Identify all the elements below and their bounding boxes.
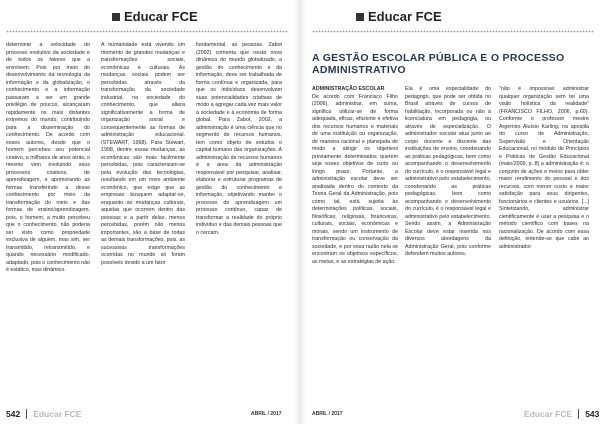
left-column-1 — [6, 42, 90, 275]
right-page — [306, 0, 600, 424]
body-text: De acordo com Francisco Filho (2006), administrar, em suma, significa utilizar-se de forma adequada, eficaz, eficiente e efetiva dos recursos humanos e materiais de uma instituição ou organização, de maneira racional e planejada de modo a atingir os objetivos previamente determinados querem seja esses objetivos de curto ou longo prazo. Portanto, a administração escolar deve ser analisada dentro do contexto da Teoria Geral da Administração, pois como tal, está sujeita às determinações políticas, sociais, filosóficas, religiosas, financeiras, culturais, sociais, econômicas e morais, sendo um instrumento de transformação ou conservação da sociedade, e por essa razão nela se encontram os objetivos específicos, as metas, e as estratégias de ação. — [312, 93, 398, 265]
masthead-title: Educar FCE — [368, 9, 442, 24]
left-column-2 — [101, 42, 185, 267]
masthead-left — [112, 9, 198, 24]
square-bullet-icon — [356, 13, 364, 21]
right-column-1 — [312, 86, 398, 266]
body-text: "não é impossível administrar qualquer organização sem ter uma visão holística da realidade" (FRANCISCO FILHO, 2006, p.60). Conforme o professor mestre Argemiro Aluísio Karling, na apostila do curso de Administração, Supervisão e Orientação Educacional, no módulo de Princípios e Práticas de Gestão Educacional (maio/2009, p. 8) a administração é: o conjunto de ações e meios para obter maior rendimento do pessoal e dos recursos, com menor custo e maior satisfação para seus dirigentes, funcionários e clientes e usuários. [...] Sintetizando, administrar cientificamente é usar a pesquisa e o método científico com bases na racionalização. De acordo com essa definição, entende-se que cabe ao administrador — [499, 86, 589, 250]
page-number: 543 — [585, 409, 600, 419]
left-page — [0, 0, 294, 424]
footer-right — [524, 407, 599, 421]
spread-gutter — [294, 0, 306, 424]
square-bullet-icon — [112, 13, 120, 21]
footer-magazine: Educar FCE — [524, 409, 573, 419]
issue-date: ABRIL / 2017 — [251, 411, 282, 417]
left-column-3 — [196, 42, 282, 237]
body-text: determinar a velocidade do processo evolutivo da sociedade e de todos os fatores que a envolvem. Pois por meio do desenvolvimento da tecnologia da informação e da globalização, o conhecimento e a informação passaram a ser um grande privilégio de poucos, alcançaram rapidamente os mais distantes extremos do mundo, contribuindo para a disseminação do conhecimento. De acordo com esses autores, desde que o homem percebeu seu potencial criativo, a milhares de anos atrás, o mesmo vem evoluindo seus processos criativos, de aprendizagem, e aprimorando as formas transferindo a desse conhecimento por meio da transformação do meio e das formas de ensino/aprendizagem, pois, o homem, a muito percebeu que o conhecimento, não poderia ser visto como propriedade exclusiva de alguém, mas sim, ser transmitido, retransmitido, e quando necessário modificado, adaptado, pois o conhecimento não é estático, mas dinâmico. — [6, 42, 90, 273]
page-number: 542 — [6, 409, 21, 419]
footer-separator — [578, 409, 579, 419]
body-text: Ela é uma especialidade do pedagogo, que pode ser obtida no Brasil através de cursos de habilitação, incorporada ou não à licenciatura em pedagogia, ou através de especialização. O administrador escolar atua junto ao corpo docente e discente das instituições de ensino, coordenando as práticas pedagógicas, bem como acompanhando o desenvolvimento do currículo, é o responsável legal e administrativo pelo estabelecimento, coordenando as práticas pedagógicas, bem como acompanhando o desenvolvimento do currículo, é o responsável legal e administrativo pelo estabelecimento. Sendo assim, a Administração Escolar deve estar inserida nos diversos abordagens da Administração Geral, pois conforme defendem muitos autores, — [405, 86, 491, 257]
article-title: A GESTÃO ESCOLAR PÚBLICA E O PROCESSO ADMINISTRATIVO — [312, 52, 565, 76]
dotted-divider — [312, 29, 594, 34]
dotted-divider — [6, 29, 288, 34]
footer-left — [6, 407, 81, 421]
issue-date: ABRIL / 2017 — [312, 411, 343, 417]
footer-separator — [26, 409, 27, 419]
section-heading: ADMINISTRAÇÃO ESCOLAR — [312, 86, 385, 92]
right-column-3 — [499, 86, 589, 251]
footer-magazine: Educar FCE — [33, 409, 82, 419]
masthead-right — [356, 9, 442, 24]
masthead-title: Educar FCE — [124, 9, 198, 24]
footer-date-left — [251, 407, 281, 421]
body-text: A humanidade está vivendo um momento de grandes mudanças e transformações sociais, econômicas e culturais. As mudanças sociais podem ser percebidas através da transformação da sociedade industrial, na sociedade do conhecimento, que altera significativamente a forma de organização social e consequentemente as formas de administração educacional. (STEWART, 1998). Para Stewart, 1998, dentre essas mudanças, as econômicas são mais facilmente percebidas, pois caracterizam-se pela evolução das tecnologias, resultando em um novo ambiente econômico, que exige que as empresas busquem adaptar-se, enquanto as mudanças culturais, aquelas que ocorrem dentro das pessoas e a partir delas, menos percebidas, porém não menos importantes, são a base de todas as demais transformações, pois, as sucessivas transformações ocorridas no mundo só foram possíveis devido a um fator — [101, 42, 185, 266]
footer-date-right — [312, 407, 342, 421]
right-column-2 — [405, 86, 491, 259]
body-text: fundamental, as pessoas. Zabot (2002) comenta que nesta nova dinâmica do mundo globalizado, a gestão do conhecimento e da informação, deve ser trabalhada de forma contínua e organizada, para que os indivíduos desenvolvam suas potencialidades criativas de modo a agregar cada vez mais valor à sociedade e à economia de forma global. Para Zabot, 2002, a administração é uma ciência que no segmento de recursos humanos, tem como objeto de estudos o capital humano das organizações. A administração de recursos humanos é a área da administração responsável por pesquisar, analisar, elaborar e estruturar programas de gestão do conhecimento e informação, objetivando manter o processo de aprendizagem um processo contínuo, capaz de transformar a realidade do próprio indivíduo e das demais pessoas que o cercam. — [196, 42, 282, 236]
